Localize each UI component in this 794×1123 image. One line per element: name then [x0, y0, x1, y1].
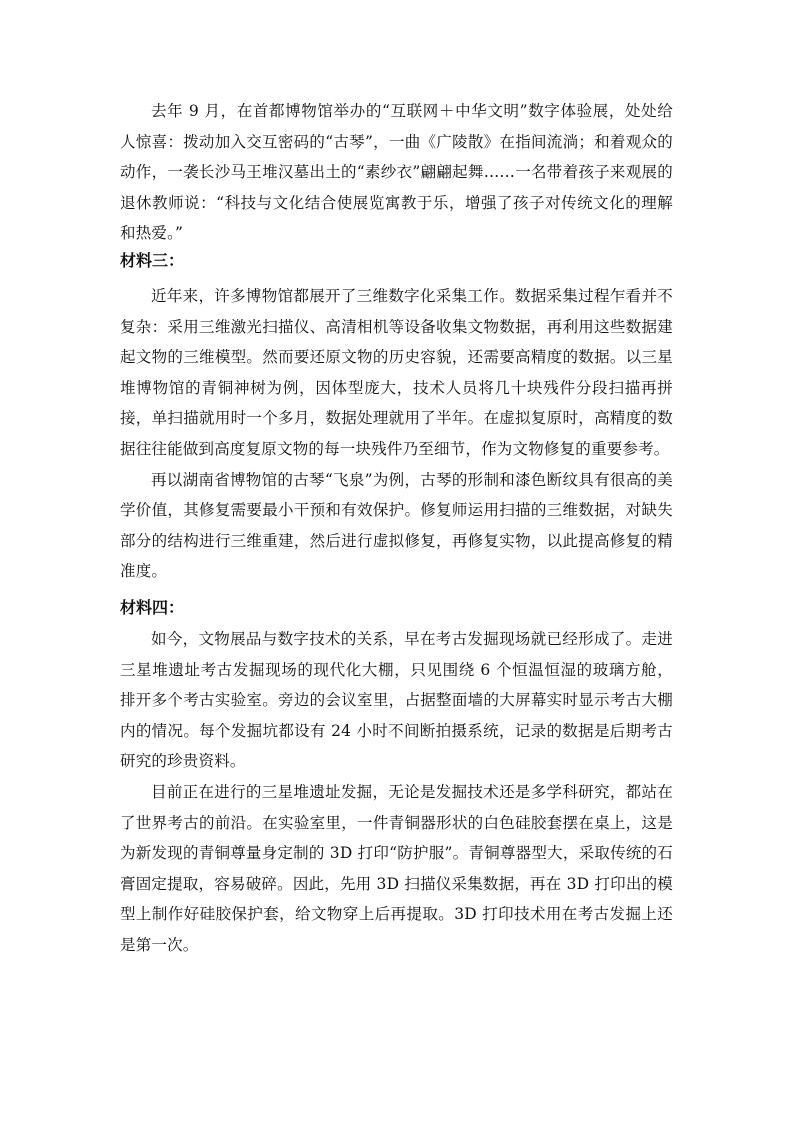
section-4-heading: 材料四： [120, 598, 185, 617]
section-3-body [120, 281, 673, 587]
intro-paragraph: 去年 9 月，在首都博物馆举办的“互联网＋中华文明”数字体验展，处处给人惊喜：拨动加入交互密码的“古琴”，一曲《广陵散》在指间流淌；和着观众的动作，一袭长沙马王堆汉墓出土的“素纱衣”翩翩起舞……一名带着孩子来观展的退休教师说：“科技与文化结合使展览寓教于乐，增强了孩子对传统文化的理解和热爱。” [120, 102, 673, 243]
section-3-paragraph: 再以湖南省博物馆的古琴“飞泉”为例，古琴的形制和漆色断纹具有很高的美学价值，其修复需要最小干预和有效保护。修复师运用扫描的三维数据，对缺失部分的结构进行三维重建，然后进行虚拟修复，再修复实物，以此提高修复的精准度。 [120, 470, 673, 581]
section-3-heading: 材料三： [120, 251, 185, 270]
intro-section [120, 96, 673, 249]
section-3-paragraph: 近年来，许多博物馆都展开了三维数字化采集工作。数据采集过程乍看并不复杂：采用三维激光扫描仪、高清相机等设备收集文物数据，再利用这些数据建起文物的三维模型。然而要还原文物的历史容貌，还需要高精度的数据。以三星堆博物馆的青铜神树为例，因体型庞大，技术人员将几十块残件分段扫描再拼接，单扫描就用时一个多月，数据处理就用了半年。在虚拟复原时，高精度的数据往往能做到高度复原文物的每一块残件乃至细节，作为文物修复的重要参考。 [120, 287, 673, 458]
section-4-paragraph: 如今，文物展品与数字技术的关系，早在考古发掘现场就已经形成了。走进三星堆遗址考古发掘现场的现代化大棚，只见围绕 6 个恒温恒湿的玻璃方舱，排开多个考古实验室。旁边的会议室里，占据整面墙的大屏幕实时显示考古大棚内的情况。每个发掘坑都设有 24 小时不间断拍摄系统，记录的数据是后期考古研究的珍贵资料。 [120, 630, 673, 771]
section-4-body [120, 624, 673, 961]
section-4-paragraph: 目前正在进行的三星堆遗址发掘，无论是发掘技术还是多学科研究，都站在了世界考古的前沿。在实验室里，一件青铜器形状的白色硅胶套摆在桌上，这是为新发现的青铜尊量身定制的 3D 打印“防护服”。青铜尊器型大，采取传统的石膏固定提取，容易破碎。因此，先用 3D 扫描仪采集数据，再在 3D 打印出的模型上制作好硅胶保护套，给文物穿上后再提取。3D 打印技术用在考古发掘上还是第一次。 [120, 782, 673, 954]
